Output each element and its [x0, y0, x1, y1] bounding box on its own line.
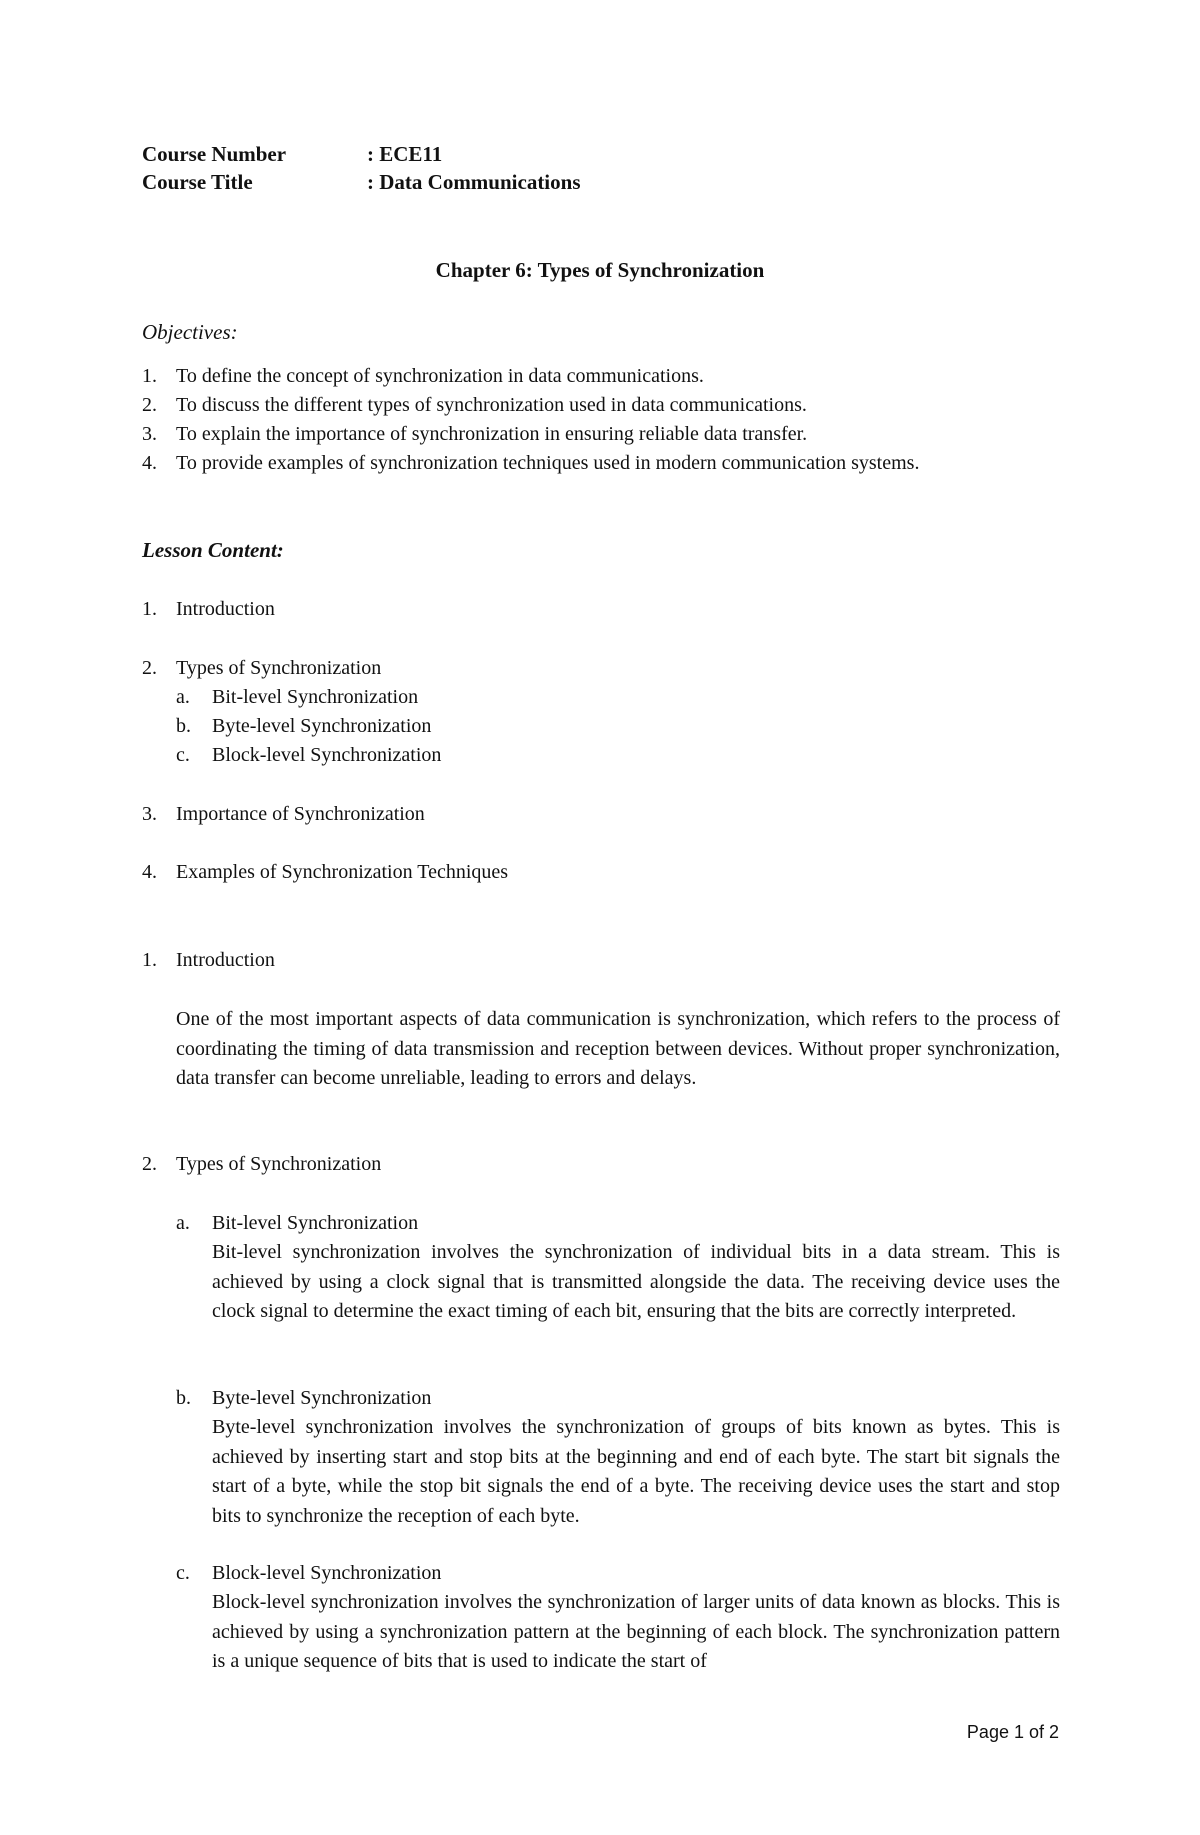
page-number: Page 1 of 2: [966, 1722, 1059, 1742]
list-item: [142, 362, 919, 391]
course-number-value: : ECE11: [367, 142, 443, 166]
subsection-letter: b.: [176, 1387, 191, 1409]
list-number: 4.: [142, 452, 157, 474]
lesson-item: [142, 800, 425, 829]
list-item: [176, 683, 441, 712]
list-item: [176, 741, 441, 770]
list-item: [176, 712, 441, 741]
byte-level-paragraph: Byte-level synchronization involves the synchronization of groups of bits known as bytes. This is achieved by inserting start and stop bits at the beginning and end of each byte. The start bit signals the start of a byte, while the stop bit signals the end of a byte. The receiving device uses the start and stop bits to synchronize the reception of each byte.: [212, 1416, 1060, 1527]
list-item: [142, 420, 919, 449]
subsection-heading-bit-level: [176, 1209, 418, 1238]
list-number: 4.: [142, 861, 157, 883]
course-title-row: [142, 168, 581, 196]
list-number: 2.: [142, 657, 157, 679]
subsection-title: Bit-level Synchronization: [212, 1212, 419, 1234]
list-number: 2.: [142, 394, 157, 416]
course-title-value: : Data Communications: [367, 170, 581, 194]
course-number-row: [142, 140, 581, 168]
list-letter: b.: [176, 715, 191, 737]
list-text: To discuss the different types of synchronization used in data communications.: [176, 394, 807, 416]
list-number: 3.: [142, 803, 157, 825]
lesson-subitems: [176, 683, 441, 770]
lesson-item: [142, 654, 381, 683]
list-text: To explain the importance of synchronization in ensuring reliable data transfer.: [176, 423, 808, 445]
list-text: Importance of Synchronization: [176, 803, 425, 825]
subsection-heading-block-level: [176, 1559, 441, 1588]
section-number: 2.: [142, 1153, 157, 1175]
list-item: [142, 391, 919, 420]
lesson-item: [142, 858, 508, 887]
list-text: Bit-level Synchronization: [212, 686, 419, 708]
objectives-list: [142, 362, 919, 478]
list-text: Examples of Synchronization Techniques: [176, 861, 509, 883]
section-heading-introduction: [142, 946, 275, 975]
course-title-label: Course Title: [142, 170, 253, 194]
section-title: Types of Synchronization: [176, 1153, 382, 1175]
section-title: Introduction: [176, 949, 275, 971]
list-letter: c.: [176, 744, 190, 766]
list-number: 1.: [142, 365, 157, 387]
course-number-label: Course Number: [142, 142, 287, 166]
course-header: [142, 140, 581, 196]
chapter-title: Chapter 6: Types of Synchronization: [435, 258, 765, 282]
lesson-content-heading: Lesson Content:: [142, 538, 284, 562]
list-item: [142, 449, 919, 478]
subsection-letter: c.: [176, 1562, 190, 1584]
section-heading-types: [142, 1150, 381, 1179]
list-text: Types of Synchronization: [176, 657, 382, 679]
introduction-paragraph: One of the most important aspects of data communication is synchronization, which refers to the process of coordinating the timing of data transmission and reception between devices. Without proper synchronization, data transfer can become unreliable, leading to errors and delays.: [176, 1008, 1060, 1089]
objectives-heading: Objectives:: [142, 320, 238, 344]
list-number: 3.: [142, 423, 157, 445]
subsection-heading-byte-level: [176, 1384, 431, 1413]
list-text: To define the concept of synchronization in data communications.: [176, 365, 704, 387]
list-text: Introduction: [176, 598, 275, 620]
subsection-letter: a.: [176, 1212, 190, 1234]
bit-level-paragraph: Bit-level synchronization involves the synchronization of individual bits in a data stream. This is achieved by using a clock signal that is transmitted alongside the data. The receiving device uses the clock signal to determine the exact timing of each bit, ensuring that the bits are correctly interpreted.: [212, 1241, 1060, 1322]
block-level-paragraph: Block-level synchronization involves the synchronization of larger units of data known as blocks. This is achieved by using a synchronization pattern at the beginning of each block. The synchronization pattern is a unique sequence of bits that is used to indicate the start of: [212, 1591, 1060, 1672]
list-text: Block-level Synchronization: [212, 744, 442, 766]
subsection-title: Byte-level Synchronization: [212, 1387, 432, 1409]
list-text: Byte-level Synchronization: [212, 715, 432, 737]
lesson-item: [142, 595, 275, 624]
list-text: To provide examples of synchronization techniques used in modern communication systems.: [176, 452, 920, 474]
list-letter: a.: [176, 686, 190, 708]
list-number: 1.: [142, 598, 157, 620]
subsection-title: Block-level Synchronization: [212, 1562, 442, 1584]
section-number: 1.: [142, 949, 157, 971]
